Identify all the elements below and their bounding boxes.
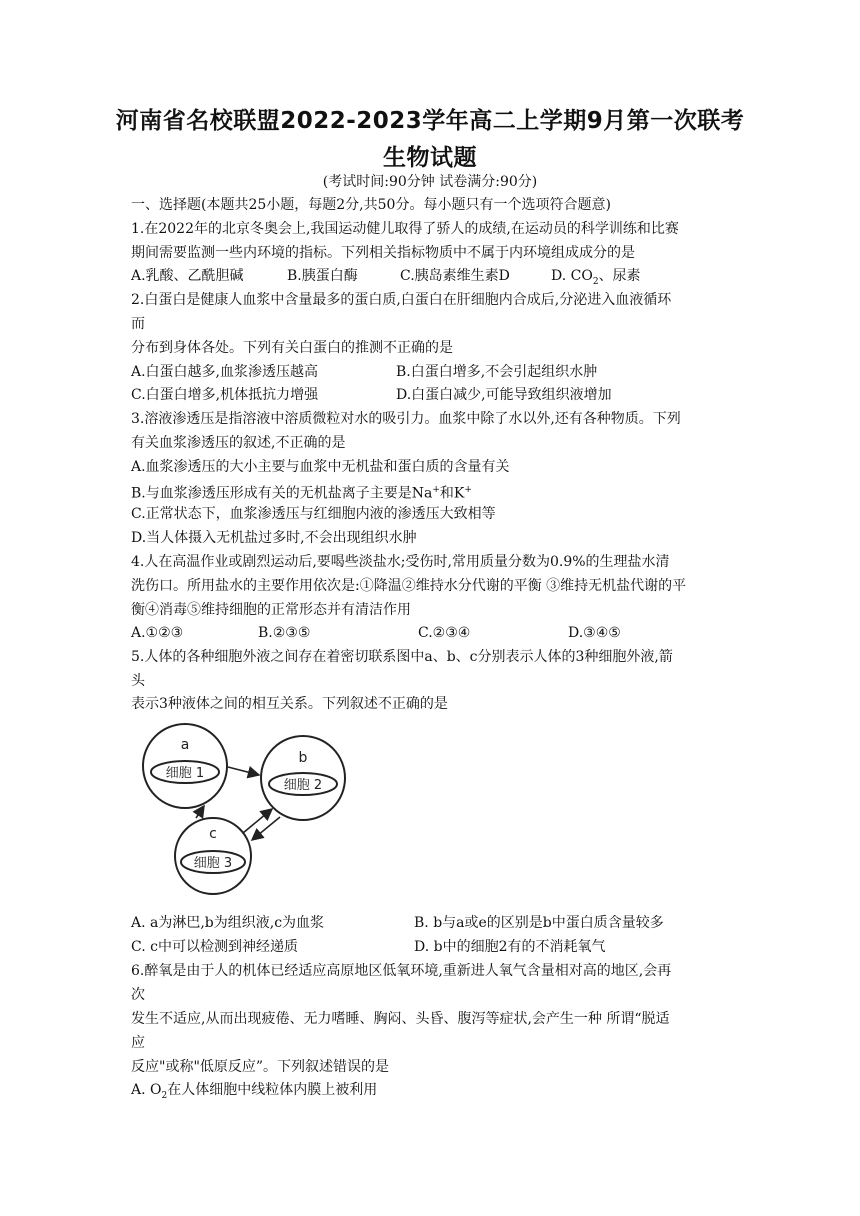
q1-stem-line2: 期间需要监测一些内环境的指标。下列相关指标物质中不属于内环境组成成分的是 (131, 245, 635, 261)
q1-option-c: C.胰岛素维生素D (400, 268, 510, 284)
q2-stem-line2: 而 (131, 316, 145, 332)
q5-stem-line2: 头 (131, 673, 145, 689)
q2-stem-line1: 2.白蛋白是健康人血浆中含量最多的蛋白质,白蛋白在肝细胞内合成后,分泌进入血液循环 (131, 292, 672, 308)
q5-stem-line3: 表示3种液体之间的相互关系。下列叙述不正确的是 (131, 696, 448, 712)
q5-option-a: A. a为淋巴,b为组织液,c为血浆 (131, 915, 325, 931)
q6-stem-line1: 6.醉氧是由于人的机体已经适应高原地区低氧环境,重新进人氧气含量相对高的地区,会再 (131, 963, 672, 979)
q2-option-c: C.白蛋白增多,机体抵抗力增强 (131, 387, 319, 403)
q1-option-a: A.乳酸、乙酰胆碱 (131, 268, 244, 284)
exam-title: 河南省名校联盟2022-2023学年高二上学期9月第一次联考 (115, 108, 745, 134)
exam-info: (考试时间:90分钟 试卷满分:90分) (322, 174, 538, 190)
q4-stem-line3: 衡④消毒⑤维持细胞的正常形态并有清洁作用 (131, 602, 411, 618)
q5-option-b: B. b与a或e的区别是b中蛋白质含量较多 (414, 915, 664, 931)
q5-stem-line1: 5.人体的各种细胞外液之间存在着密切联系图中a、b、c分别表示人体的3种细胞外液,箭 (131, 649, 673, 665)
q3-stem-line1: 3.溶液渗透压是指溶液中溶质微粒对水的吸引力。血浆中除了水以外,还有各种物质。下列 (131, 411, 681, 427)
cell-2-label: 细胞 2 (283, 778, 323, 793)
extracellular-fluid-diagram (128, 718, 368, 898)
q2-stem-line3: 分布到身体各处。下列有关白蛋白的推测不正确的是 (131, 340, 453, 356)
q1-option-d: D. $CO_2$、尿素 (551, 268, 641, 287)
q3-stem-line2: 有关血浆渗透压的叙述,不正确的是 (131, 435, 346, 451)
q3-option-d: D.当人体摄入无机盐过多时,不会出现组织水肿 (131, 530, 417, 546)
q3-option-a: A.血浆渗透压的大小主要与血浆中无机盐和蛋白质的含量有关 (131, 459, 510, 475)
q6-stem-line2: 次 (131, 987, 145, 1003)
arrow-a-to-b (228, 767, 259, 775)
q4-stem-line1: 4.人在高温作业或剧烈运动后,要喝些淡盐水;受伤时,常用质量分数为0.9%的生理盐水清 (131, 554, 670, 570)
q4-stem-line2: 洗伤口。所用盐水的主要作用依次是:①降温②维持水分代谢的平衡 ③维持无机盐代谢的平 (131, 578, 687, 594)
fluid-b-label: b (298, 750, 308, 766)
q1-option-b: B.胰蛋白酶 (287, 268, 358, 284)
q4-option-c: C.②③④ (418, 625, 471, 641)
q2-option-d: D.白蛋白减少,可能导致组织液增加 (396, 387, 612, 403)
fluid-c-label: c (209, 826, 217, 842)
exam-subtitle: 生物试题 (383, 145, 477, 171)
q4-option-b: B.②③⑤ (258, 625, 311, 641)
q4-option-a: A.①②③ (131, 625, 184, 641)
arrow-a-to-c (196, 806, 204, 818)
section-heading: 一、选择题(本题共25小题，每题2分,共50分。每小题只有一个选项符合题意) (131, 197, 611, 213)
arrow-b-to-c (252, 817, 280, 840)
cell-3-label: 细胞 3 (193, 856, 233, 871)
q3-option-c: C.正常状态下，血浆渗透压与红细胞内液的渗透压大致相等 (131, 506, 496, 522)
q6-stem-line5: 反应"或称"低原反应”。下列叙述错误的是 (131, 1059, 390, 1075)
q6-stem-line3: 发生不适应,从而出现疲倦、无力嗜睡、胸闷、头昏、腹泻等症状,会产生一种 所谓“脱适 (131, 1011, 670, 1027)
fluid-a-label: a (180, 737, 190, 753)
q6-option-a: A. $O_2$在人体细胞中线粒体内膜上被利用 (131, 1082, 378, 1101)
q3-option-b: B.与血浆渗透压形成有关的无机盐离子主要是Na+和K+ (131, 485, 472, 502)
q2-option-b: B.白蛋白增多,不会引起组织水肿 (396, 364, 598, 380)
q2-option-a: A.白蛋白越多,血浆渗透压越高 (131, 364, 319, 380)
q6-stem-line4: 应 (131, 1035, 145, 1051)
q1-stem-line1: 1.在2022年的北京冬奥会上,我国运动健儿取得了骄人的成绩,在运动员的科学训练和比赛 (131, 221, 679, 237)
q4-option-d: D.③④⑤ (568, 625, 621, 641)
cell-1-label: 细胞 1 (165, 766, 205, 781)
q5-option-c: C. c中可以检测到神经递质 (131, 939, 298, 955)
arrow-c-to-b (243, 809, 272, 833)
q5-option-d: D. b中的细胞2有的不消耗氧气 (414, 939, 606, 955)
